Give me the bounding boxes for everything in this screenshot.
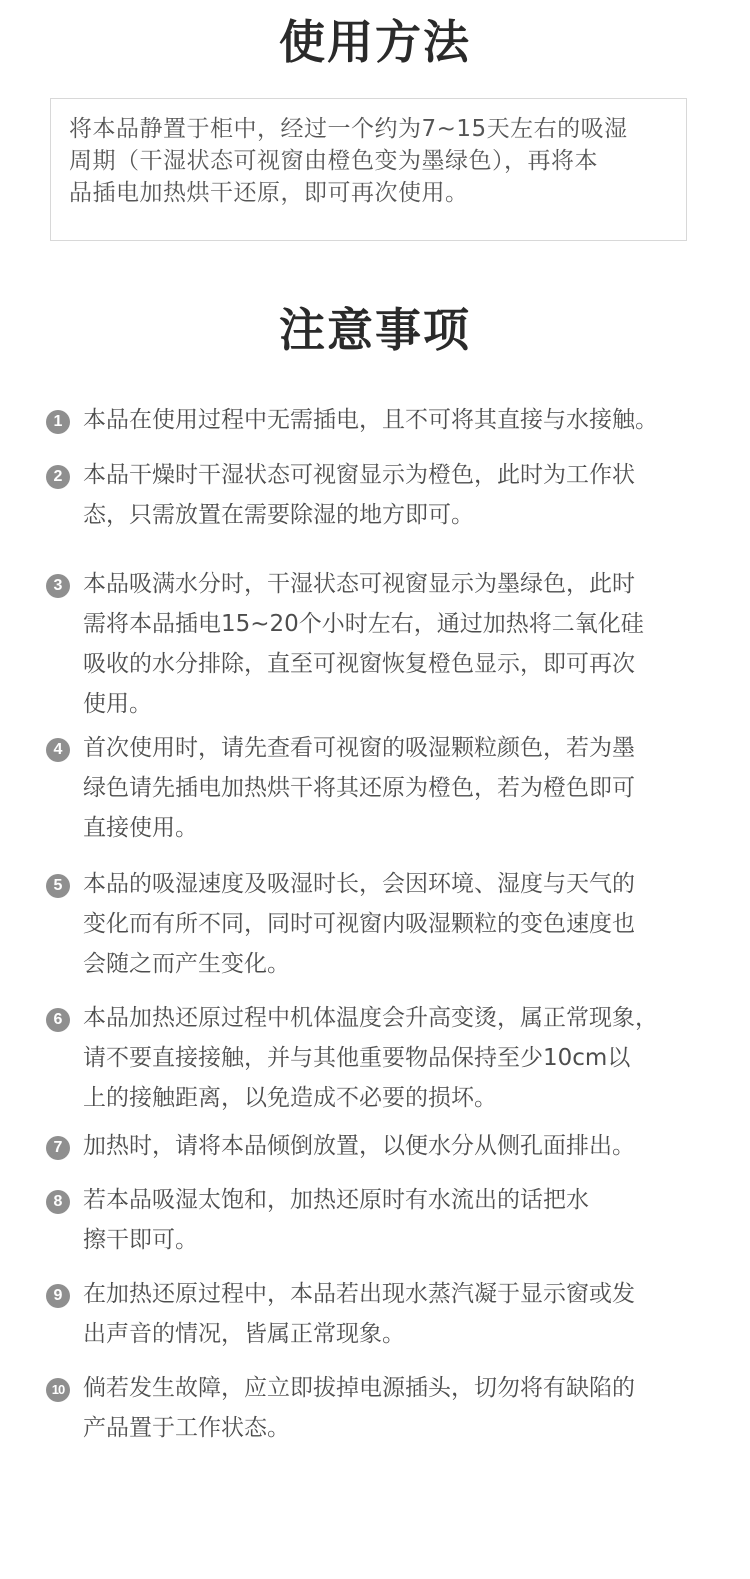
note-number-badge: 8 xyxy=(46,1190,70,1214)
note-line: 本品干燥时干湿状态可视窗显示为橙色，此时为工作状 xyxy=(83,462,635,488)
note-text xyxy=(83,864,743,984)
note-text xyxy=(83,998,743,1118)
note-number-badge: 7 xyxy=(46,1136,70,1160)
notes-title: 注意事项 xyxy=(279,303,471,357)
note-line: 倘若发生故障，应立即拔掉电源插头，切勿将有缺陷的 xyxy=(83,1375,635,1401)
note-line: 加热时，请将本品倾倒放置，以便水分从侧孔面排出。 xyxy=(83,1133,635,1159)
note-line: 上的接触距离，以免造成不必要的损坏。 xyxy=(83,1085,497,1111)
usage-line: 将本品静置于柜中，经过一个约为7~15天左右的吸湿 xyxy=(69,116,628,142)
note-line: 变化而有所不同，同时可视窗内吸湿颗粒的变色速度也 xyxy=(83,911,635,937)
note-text xyxy=(83,455,743,535)
note-number-badge: 9 xyxy=(46,1284,70,1308)
note-line: 直接使用。 xyxy=(83,815,198,841)
note-line: 擦干即可。 xyxy=(83,1227,198,1253)
note-text xyxy=(83,728,743,848)
note-line: 使用。 xyxy=(83,691,152,717)
note-line: 本品的吸湿速度及吸湿时长，会因环境、湿度与天气的 xyxy=(83,871,635,897)
note-line: 在加热还原过程中，本品若出现水蒸汽凝于显示窗或发 xyxy=(83,1281,635,1307)
note-line: 需将本品插电15~20个小时左右，通过加热将二氧化硅 xyxy=(83,611,644,637)
note-text xyxy=(83,400,743,440)
note-line: 请不要直接接触，并与其他重要物品保持至少10cm以 xyxy=(83,1045,631,1071)
note-line: 态，只需放置在需要除湿的地方即可。 xyxy=(83,502,474,528)
note-number-badge: 1 xyxy=(46,410,70,434)
note-line: 本品在使用过程中无需插电，且不可将其直接与水接触。 xyxy=(83,407,658,433)
note-number-badge: 4 xyxy=(46,738,70,762)
note-number-badge: 10 xyxy=(46,1378,70,1402)
note-text xyxy=(83,564,743,724)
note-number-badge: 6 xyxy=(46,1008,70,1032)
note-text xyxy=(83,1368,743,1448)
note-line: 本品加热还原过程中机体温度会升高变烫，属正常现象， xyxy=(83,1005,658,1031)
note-line: 本品吸满水分时，干湿状态可视窗显示为墨绿色，此时 xyxy=(83,571,635,597)
usage-title: 使用方法 xyxy=(279,15,471,69)
note-line: 会随之而产生变化。 xyxy=(83,951,290,977)
note-text xyxy=(83,1180,743,1260)
note-line: 出声音的情况，皆属正常现象。 xyxy=(83,1321,405,1347)
usage-description-box xyxy=(50,98,687,241)
note-text xyxy=(83,1126,743,1166)
usage-line: 周期（干湿状态可视窗由橙色变为墨绿色），再将本 xyxy=(69,148,598,174)
note-line: 首次使用时，请先查看可视窗的吸湿颗粒颜色，若为墨 xyxy=(83,735,635,761)
note-number-badge: 5 xyxy=(46,874,70,898)
note-line: 吸收的水分排除，直至可视窗恢复橙色显示，即可再次 xyxy=(83,651,635,677)
usage-line: 品插电加热烘干还原，即可再次使用。 xyxy=(69,180,469,206)
note-text xyxy=(83,1274,743,1354)
note-line: 产品置于工作状态。 xyxy=(83,1415,290,1441)
note-number-badge: 3 xyxy=(46,574,70,598)
note-number-badge: 2 xyxy=(46,465,70,489)
note-line: 若本品吸湿太饱和，加热还原时有水流出的话把水 xyxy=(83,1187,589,1213)
note-line: 绿色请先插电加热烘干将其还原为橙色，若为橙色即可 xyxy=(83,775,635,801)
